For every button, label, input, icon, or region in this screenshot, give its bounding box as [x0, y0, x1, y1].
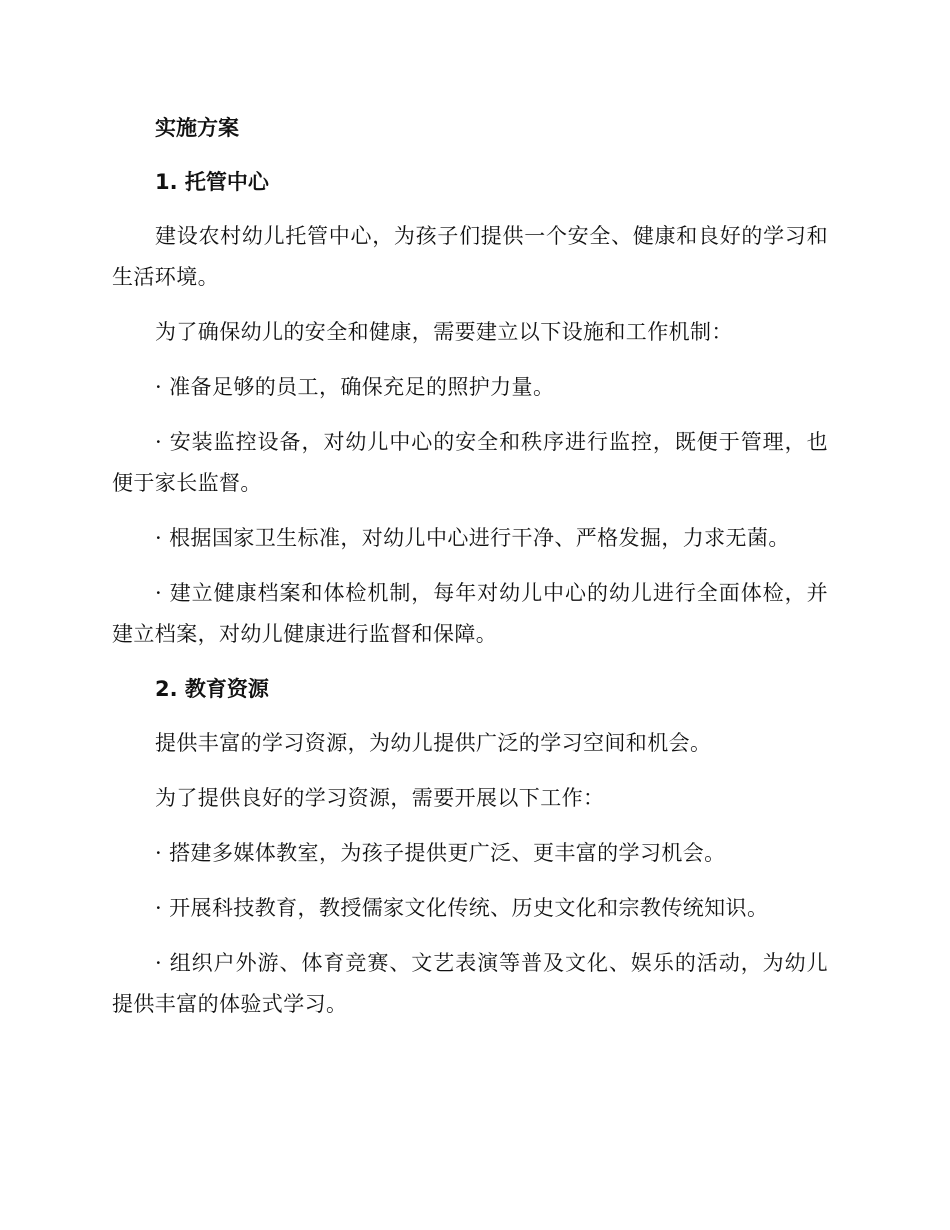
subsection-title-childcare-center: 1. 托管中心	[155, 170, 269, 194]
document-body	[112, 108, 828, 1039]
paragraph: 为了确保幼儿的安全和健康，需要建立以下设施和工作机制：	[155, 320, 733, 344]
paragraph: 为了提供良好的学习资源，需要开展以下工作：	[155, 786, 605, 810]
paragraph: 建设农村幼儿托管中心，为孩子们提供一个安全、健康和良好的学习和生活环境。	[112, 224, 828, 289]
section-title: 实施方案	[155, 116, 239, 140]
bullet-item: · 安装监控设备，对幼儿中心的安全和秩序进行监控，既便于管理，也便于家长监督。	[112, 430, 828, 495]
bullet-item: · 开展科技教育，教授儒家文化传统、历史文化和宗教传统知识。	[155, 896, 769, 920]
bullet-item: · 搭建多媒体教室，为孩子提供更广泛、更丰富的学习机会。	[155, 841, 726, 865]
paragraph: 提供丰富的学习资源，为幼儿提供广泛的学习空间和机会。	[155, 731, 712, 755]
subsection-title-education-resources: 2. 教育资源	[155, 677, 269, 701]
bullet-item: · 建立健康档案和体检机制，每年对幼儿中心的幼儿进行全面体检，并建立档案，对幼儿健康进行监督和保障。	[112, 581, 828, 646]
bullet-item: · 组织户外游、体育竞赛、文艺表演等普及文化、娱乐的活动，为幼儿提供丰富的体验式学习。	[112, 951, 828, 1016]
bullet-item: · 根据国家卫生标准，对幼儿中心进行干净、严格发掘，力求无菌。	[155, 526, 790, 550]
bullet-item: · 准备足够的员工，确保充足的照护力量。	[155, 375, 555, 399]
